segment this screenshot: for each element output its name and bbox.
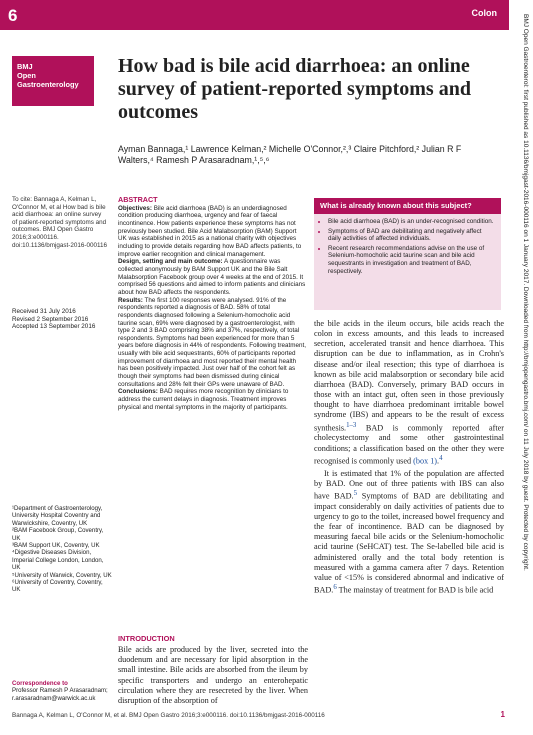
date-accepted: Accepted 13 September 2016 — [12, 323, 96, 331]
correspondence — [12, 680, 112, 702]
bmj-open-logo-icon — [6, 5, 24, 25]
article-title: How bad is bile acid diarrhoea: an online survey of patient-reported symptoms and outcomes — [118, 55, 471, 123]
vertical-download-notice — [509, 0, 533, 735]
reference-link[interactable]: 1–3 — [346, 421, 357, 429]
already-known-heading: What is already known about this subject? — [314, 198, 501, 214]
body-text: BAD is commonly reported after cholecystectomy and some other gastrointestinal conditions; a classification based on the other they were recognised is commonly used — [314, 423, 504, 466]
affiliation-item: ³BAM Support UK, Coventry, UK — [12, 542, 100, 550]
already-known-list — [314, 218, 501, 275]
objectives-label: Objectives: — [118, 204, 152, 212]
conclusions-text: BAD requires more recognition by clinicians to address the current delays in diagnosis. Treatment improves physical and mental symptoms in the majority of participants. — [118, 388, 289, 411]
list-item: • Bile acid diarrhoea (BAD) is an under-recognised condition. — [328, 218, 495, 226]
journal-name-line2: Open — [17, 71, 36, 80]
introduction-heading: INTRODUCTION — [118, 634, 175, 643]
list-item: • Recent research recommendations advise on the use of Selenium-homocholic acid taurine scan and bile acid sequestrants in investigation and treatment of BAD, respectively. — [328, 245, 495, 275]
list-item: • Symptoms of BAD are debilitating and negatively affect daily activities of affected individuals. — [328, 228, 495, 243]
body-text: It is estimated that 1% of the population are affected by BAD. One out of three patients with IBS can also have BAD. — [314, 468, 504, 501]
affiliation-item: ⁶University of Coventry, Coventry, UK — [12, 579, 103, 594]
date-received: Received 31 July 2016 — [12, 308, 76, 315]
journal-name-block — [12, 56, 94, 106]
svg-text:6: 6 — [8, 6, 18, 25]
affiliations — [12, 505, 112, 594]
design-label: Design, setting and main outcome: — [118, 258, 223, 266]
introduction-text: Bile acids are produced by the liver, secreted into the duodenum and are necessary for lipid absorption in the small intestine. Bile acids are absorbed from the ileum by specific transporters and undergo an enterohepatic circulation where they are resecreted by the liver. When disruption of the absorption of — [118, 645, 308, 706]
results-label: Results: — [118, 296, 143, 304]
download-notice-text: BMJ Open Gastroenterol: first published as 10.1136/bmjgast-2016-000116 on 1 January 2017. Downloaded from http://bmjopengastro.bmj.com/ on 11 July 2018 by guest. Protected by copyright. — [522, 14, 529, 571]
reference-link[interactable]: 4 — [439, 454, 443, 462]
conclusions-label: Conclusions: — [118, 388, 158, 396]
section-label: Colon — [471, 8, 497, 18]
body-text: the bile acids in the ileum occurs, bile acids reach the colon in excess amounts, and this leads to increased secretion, accelerated transit and hence diarrhoea. This disruption can be due to inflammation, as in Crohn's disease and/or ileal resection; this type of diarrhoea is known as bile acid malabsorption or secondary bile acid diarrhoea (BAD). Conversely, primary BAD occurs in those with an intact gut, often seen in those previously thought to have diarrhoea predominant irritable bowel syndrome (IBS) and appears to be the result of excess synthesis. — [314, 319, 504, 433]
reference-link[interactable]: 6 — [333, 584, 337, 592]
affiliation-item: ¹Department of Gastroenterology, University Hospital Coventry and Warwickshire, Coventry, UK — [12, 505, 103, 527]
correspondence-text: Professor Ramesh P Arasaradnam; r.arasaradnam@warwick.ac.uk — [12, 687, 108, 702]
journal-name-line1: BMJ — [17, 62, 33, 71]
body-column-right — [314, 319, 504, 596]
page-footer: Bannaga A, Kelman L, O'Connor M, et al. BMJ Open Gastro 2016;3:e000116. doi:10.1136/bmjgast-2016-000116 — [12, 712, 325, 719]
body-paragraph — [314, 469, 504, 596]
page-number: 1 — [500, 710, 505, 719]
author-list: Ayman Bannaga,¹ Lawrence Kelman,² Michelle O'Connor,²,³ Claire Pitchford,² Julian R F Walters,⁴ Ramesh P Arasaradnam,¹,⁵,⁶ — [118, 144, 462, 165]
body-text: The mainstay of treatment for BAD is bile acid — [336, 585, 494, 595]
abstract — [118, 196, 306, 411]
correspondence-heading: Correspondence to — [12, 680, 68, 687]
objectives-text: Bile acid diarrhoea (BAD) is an underdiagnosed condition producing diarrhoea, urgency and fear of faecal incontinence. How patients experience these symptoms has not previously been studied. Bile Acid Malabsorption (BAM) Support UK was established in 2015 as a national charity with objectives including to provide details regarding how BAD affects patients, to improve earlier recognition and clinical management. — [118, 204, 302, 258]
affiliation-item: ⁵University of Warwick, Coventry, UK — [12, 571, 112, 579]
date-revised: Revised 2 September 2016 — [12, 315, 89, 323]
design-text: A questionnaire was collected anonymously by BAM Support UK and the Bile Salt Malabsorption Facebook group over 4 weeks at the end of 2015. It comprised 56 questions and aimed to inform patients and clinicians about how BAD affects the respondents. — [118, 258, 306, 296]
body-paragraph: the bile acids in the ileum occurs, bile acids reach the colon in excess amounts, and this leads to increased secretion, accelerated transit and hence diarrhoea. This disruption can be due to inflammation, as in Crohn's disease and/or ileal resection; this type of diarrhoea is known as bile acid malabsorption or secondary bile acid diarrhoea (BAD). Conversely, primary BAD occurs in those with an intact gut, often seen in those previously thought to have diarrhoea predominant irritable bowel syndrome (IBS) and appears to be the result of excess synthesis.$^{1-3}$ BAD is commonly reported after cholecystectomy and some other gastrointestinal conditions; a classification based on the other they were recognised is commonly used (box 1).$^4$ — [314, 319, 504, 466]
abstract-heading: ABSTRACT — [118, 195, 158, 204]
results-text: The first 100 responses were analysed. 91% of the respondents reported a diagnosis of BAD. 58% of total respondents diagnosed following a Selenium-homocholic acid taurine scan, 69% were diagnosed by a gastroenterologist, with type 2 and 3 BAD comprising 38% and 37%, respectively, of total respondents. Symptoms had been experienced for more than 5 years before diagnosis in 44% of respondents. Following treatment, usually with bile acid sequestrants, 60% of participants reported improvement of diarrhoea and most reported their mental health has been positively impacted. Just over half of the cohort felt as though their symptoms had been dismissed during clinical consultations and 28% felt their GPs were unaware of BAD. — [118, 296, 306, 388]
article-dates — [12, 308, 112, 331]
reference-link[interactable]: 5 — [353, 489, 358, 497]
affiliation-item: ²BAM Facebook Group, Coventry, UK — [12, 527, 104, 542]
journal-name-line3: Gastroenterology — [17, 80, 79, 89]
body-text: Symptoms of BAD are debilitating and impact considerably on daily activities of patients due to urgency to go to the toilet, increased bowel frequency and the fear of incontinence. BAD can be diagnosed by measuring faecal bile acids or the Selenium-homocholic acid taurine (SeHCAT) test. The Se-labelled bile acid is administered orally and the total body retention is measured with a gamma camera after 7 days. Retention value of <15% is considered abnormal and indicative of BAD. — [314, 491, 505, 595]
affiliation-item: ⁴Digestive Diseases Division, Imperial College London, London, UK — [12, 549, 104, 572]
box-reference-link[interactable]: (box 1) — [413, 456, 438, 466]
journal-header-bar — [0, 0, 509, 30]
citation-block: To cite: Bannaga A, Kelman L, O'Connor M, et al How bad is bile acid diarrhoea: an online survey of patient-reported symptoms and outcomes. BMJ Open Gastro 2016;3:e000116. doi:10.1136/bmjgast-2016-000116 — [12, 196, 107, 249]
already-known-box — [314, 198, 501, 310]
